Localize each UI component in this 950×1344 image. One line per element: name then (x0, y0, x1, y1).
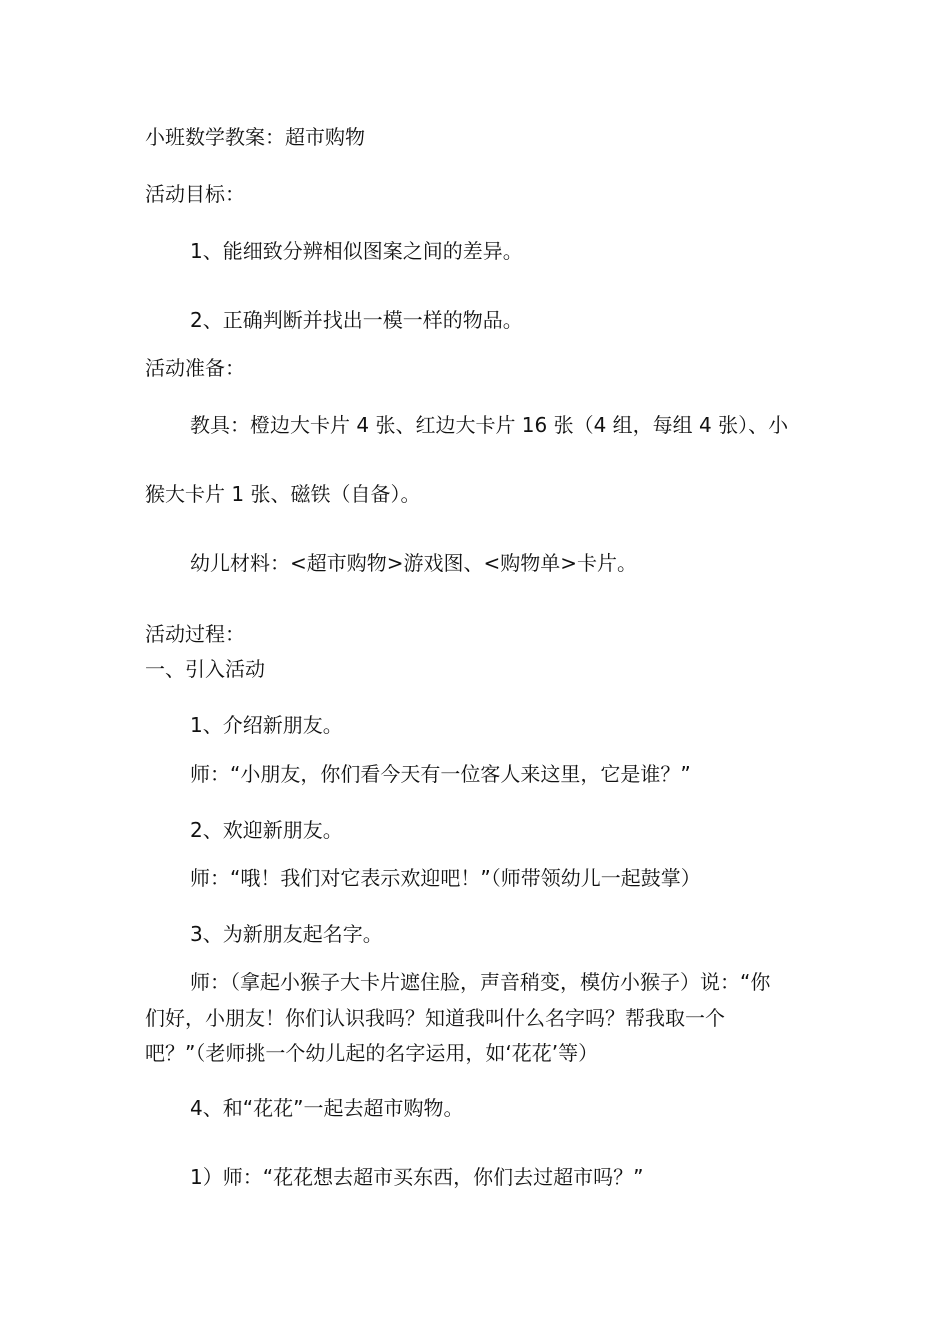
step-1-dialogue: 师：“小朋友，你们看今天有一位客人来这里，它是谁？” (190, 762, 691, 786)
step-3-dialogue-line-1: 师：（拿起小猴子大卡片遮住脸，声音稍变，模仿小猴子）说：“你 (190, 970, 771, 994)
step-4: 4、和“花花”一起去超市购物。 (190, 1096, 464, 1120)
step-2: 2、欢迎新朋友。 (190, 818, 343, 842)
step-2-dialogue: 师：“哦！我们对它表示欢迎吧！”（师带领幼儿一起鼓掌） (190, 866, 701, 890)
prep-teacher-line-1: 教具：橙边大卡片 4 张、红边大卡片 16 张（4 组，每组 4 张）、小 (190, 413, 789, 437)
process-heading: 活动过程： (145, 622, 245, 646)
goal-item-2: 2、正确判断并找出一模一样的物品。 (190, 308, 523, 332)
prep-teacher-line-2: 猴大卡片 1 张、磁铁（自备）。 (145, 482, 421, 506)
section-heading: 一、引入活动 (145, 657, 265, 681)
step-3: 3、为新朋友起名字。 (190, 922, 383, 946)
step-4-substep-1: 1）师：“花花想去超市买东西，你们去过超市吗？” (190, 1165, 644, 1189)
step-1: 1、介绍新朋友。 (190, 713, 343, 737)
prep-child-materials: 幼儿材料：<超市购物>游戏图、<购物单>卡片。 (190, 551, 638, 575)
prep-heading: 活动准备： (145, 356, 245, 380)
goal-item-1: 1、能细致分辨相似图案之间的差异。 (190, 239, 523, 263)
step-3-dialogue-line-2: 们好，小朋友！你们认识我吗？知道我叫什么名字吗？帮我取一个 (145, 1006, 725, 1030)
goals-heading: 活动目标： (145, 182, 245, 206)
doc-title: 小班数学教案：超市购物 (145, 125, 365, 149)
step-3-dialogue-line-3: 吧？”（老师挑一个幼儿起的名字运用，如‘花花’等） (145, 1041, 599, 1065)
